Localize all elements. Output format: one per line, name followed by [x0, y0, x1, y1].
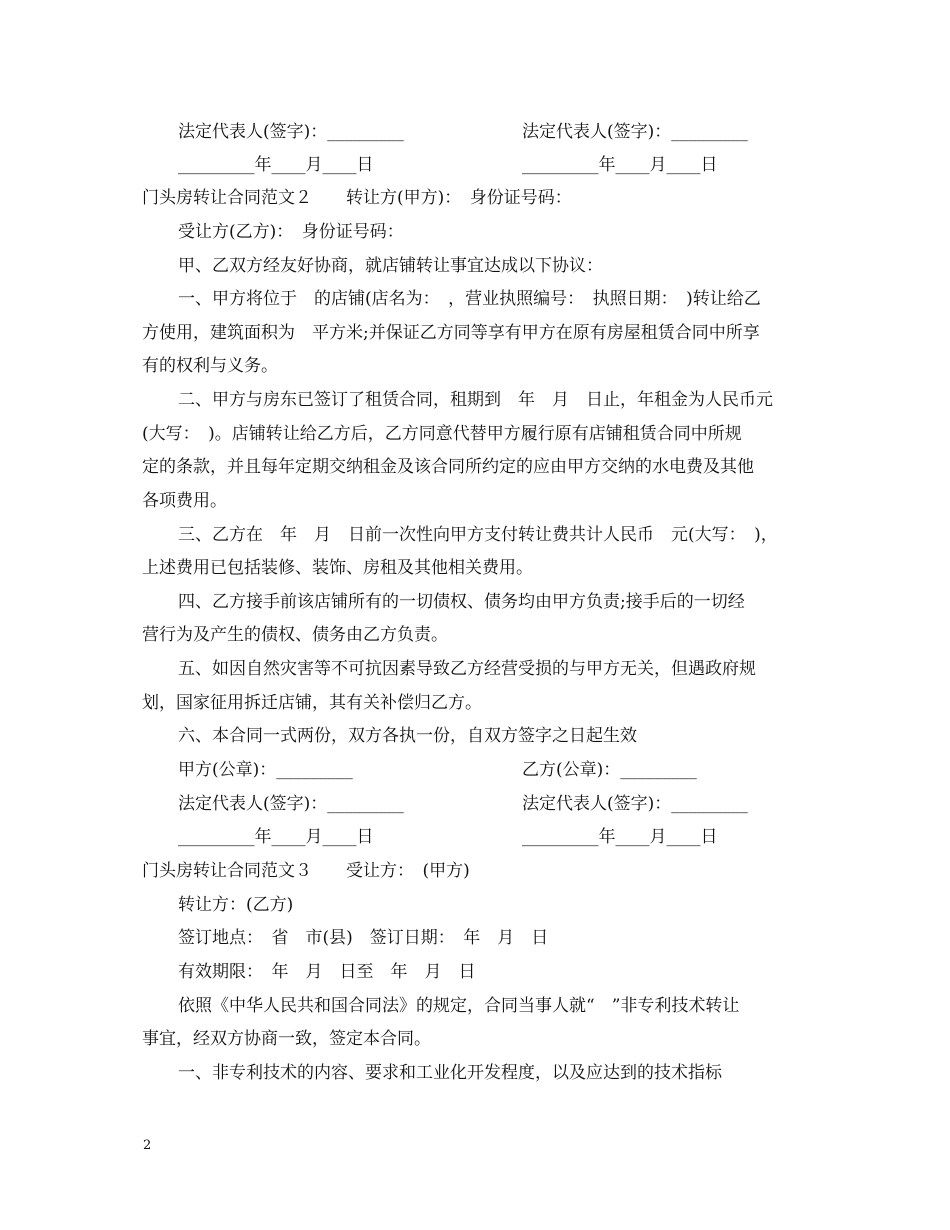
signature-line-right: 法定代表人(签字)：_________ [522, 122, 748, 142]
paragraph-line: 受让方(乙方)： 身份证号码： [178, 222, 404, 242]
paragraph-line: 定的条款，并且每年定期交纳租金及该合同所约定的应由甲方交纳的水电费及其他 [142, 457, 754, 477]
paragraph-line: 转让方：(乙方) [178, 895, 294, 915]
page-number: 2 [143, 1138, 152, 1153]
paragraph-line: 五、如因自然灾害等不可抗因素导致乙方经营受损的与甲方无关，但遇政府规 [178, 659, 756, 679]
paragraph-line: 划，国家征用拆迁店铺，其有关补偿归乙方。 [142, 693, 482, 713]
paragraph-line: 有效期限： 年 月 日至 年 月 日 [178, 962, 476, 982]
paragraph-line: 方使用，建筑面积为 平方米;并保证乙方同等享有甲方在原有房屋租赁合同中所享 [142, 323, 760, 343]
seal-line-left: 甲方(公章)：_________ [178, 760, 353, 780]
section-heading-2: 门头房转让合同范文２ 转让方(甲方)： 身份证号码： [142, 188, 572, 208]
paragraph-line: 事宜，经双方协商一致，签定本合同。 [142, 1029, 431, 1049]
paragraph-line: (大写： )。店铺转让给乙方后，乙方同意代替甲方履行原有店铺租赁合同中所规 [142, 424, 742, 444]
paragraph-line: 三、乙方在 年 月 日前一次性向甲方支付转让费共计人民币 元(大写： )， [178, 525, 778, 545]
paragraph-line: 一、非专利技术的内容、要求和工业化开发程度，以及应达到的技术指标 [178, 1063, 722, 1083]
date-line-left: _________年____月____日 [178, 155, 374, 175]
paragraph-line: 一、甲方将位于 的店铺(店名为： ，营业执照编号： 执照日期： )转让给乙 [178, 289, 761, 309]
section-heading-3: 门头房转让合同范文３ 受让方： (甲方) [142, 861, 470, 881]
date-line-right: _________年____月____日 [522, 827, 718, 847]
date-line-right: _________年____月____日 [522, 155, 718, 175]
paragraph-line: 上述费用已包括装修、装饰、房租及其他相关费用。 [142, 558, 533, 578]
paragraph-line: 二、甲方与房东已签订了租赁合同，租期到 年 月 日止，年租金为人民币元 [178, 390, 773, 410]
date-line-left: _________年____月____日 [178, 827, 374, 847]
paragraph-line: 各项费用。 [142, 491, 227, 511]
paragraph-line: 六、本合同一式两份，双方各执一份，自双方签字之日起生效 [178, 726, 637, 746]
seal-line-right: 乙方(公章)：_________ [522, 760, 697, 780]
paragraph-line: 四、乙方接手前该店铺所有的一切债权、债务均由甲方负责;接手后的一切经 [178, 592, 745, 612]
signature-line-right: 法定代表人(签字)：_________ [522, 794, 748, 814]
paragraph-line: 营行为及产生的债权、债务由乙方负责。 [142, 625, 448, 645]
paragraph-line: 依照《中华人民共和国合同法》的规定，合同当事人就“ ”非专利技术转让 [178, 996, 740, 1016]
paragraph-line: 甲、乙双方经友好协商，就店铺转让事宜达成以下协议： [178, 256, 603, 276]
signature-line-left: 法定代表人(签字)：_________ [178, 122, 404, 142]
paragraph-line: 有的权利与义务。 [142, 356, 278, 376]
signature-line-left: 法定代表人(签字)：_________ [178, 794, 404, 814]
paragraph-line: 签订地点： 省 市(县) 签订日期： 年 月 日 [178, 928, 549, 948]
